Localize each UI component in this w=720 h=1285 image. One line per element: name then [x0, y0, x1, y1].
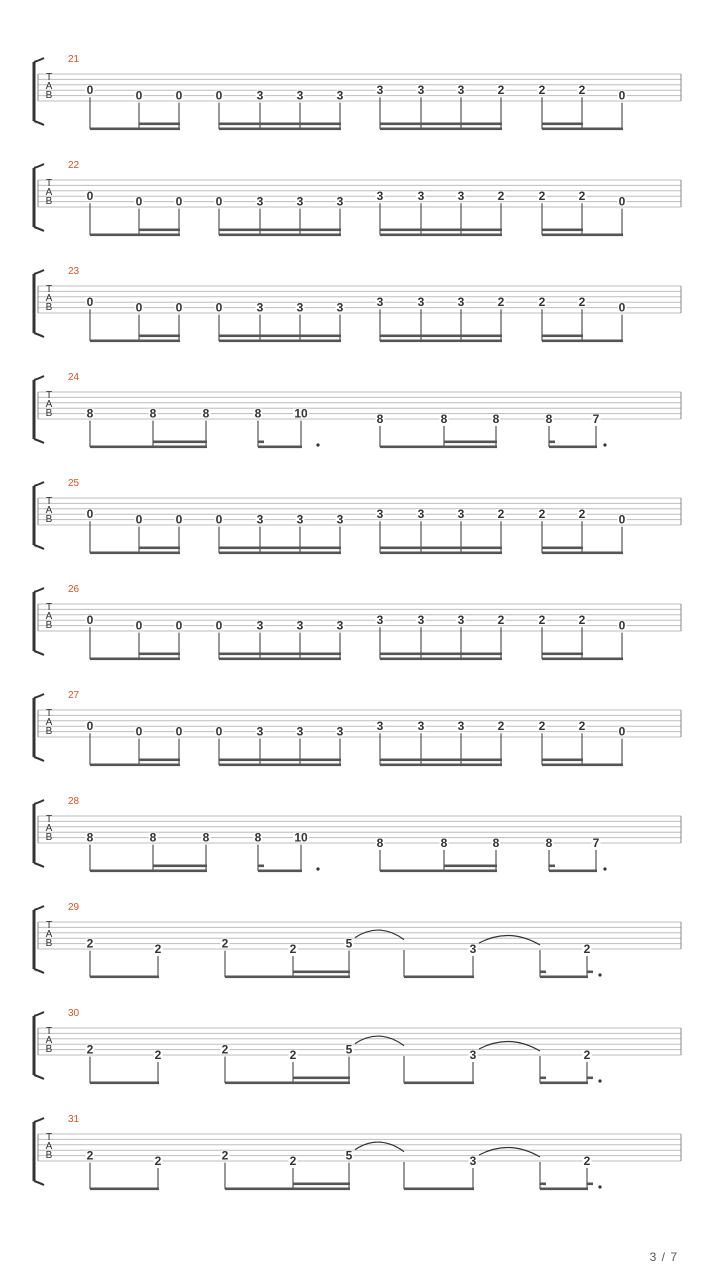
fret-number: 7 — [592, 412, 600, 426]
fret-number: 3 — [256, 724, 264, 739]
partial-beam — [258, 865, 264, 868]
fret-number: 3 — [256, 300, 264, 315]
fret-number: 0 — [215, 194, 223, 209]
secondary-beam — [139, 335, 180, 338]
fret-number: 0 — [175, 618, 183, 633]
tab-clef-letter: B — [45, 514, 53, 525]
fret-number: 3 — [336, 724, 344, 739]
measure-number: 28 — [68, 796, 80, 807]
fret-number: 2 — [538, 295, 546, 310]
fret-number: 2 — [538, 189, 546, 204]
fret-number: 8 — [254, 406, 262, 421]
fret-number: 8 — [202, 406, 210, 421]
primary-beam — [258, 870, 302, 873]
fret-number: 2 — [583, 1154, 591, 1168]
measure-number: 30 — [68, 1008, 80, 1019]
tab-clef-letter: B — [45, 726, 53, 737]
secondary-beam — [139, 759, 180, 762]
bracket-bottom-hook — [34, 439, 44, 443]
primary-beam — [90, 234, 180, 237]
primary-beam — [225, 1188, 350, 1191]
fret-number: 3 — [296, 618, 304, 633]
page-number: 3 / 7 — [649, 1250, 678, 1264]
primary-beam — [549, 870, 597, 873]
primary-beam — [90, 1082, 159, 1085]
primary-beam — [380, 340, 502, 343]
secondary-beam — [542, 335, 583, 338]
fret-number: 3 — [417, 719, 425, 734]
bracket-top-hook — [34, 1012, 44, 1016]
fret-number: 3 — [457, 295, 465, 310]
fret-number: 3 — [336, 194, 344, 209]
secondary-beam — [542, 547, 583, 550]
fret-number: 3 — [376, 613, 384, 628]
fret-number: 2 — [221, 1148, 229, 1163]
fret-number: 0 — [135, 724, 143, 739]
fret-number: 2 — [578, 613, 586, 628]
fret-number: 2 — [289, 942, 297, 956]
fret-number: 8 — [440, 412, 448, 426]
fret-number: 3 — [457, 507, 465, 522]
tab-clef-letter: B — [45, 938, 53, 949]
primary-beam — [540, 1082, 588, 1085]
tab-clef-letter: A — [45, 1141, 53, 1152]
bracket-bottom-hook — [34, 757, 44, 761]
tab-clef-letter: A — [45, 611, 53, 622]
fret-number: 3 — [376, 507, 384, 522]
fret-number: 2 — [154, 1154, 162, 1168]
fret-number: 0 — [215, 300, 223, 315]
fret-number: 3 — [457, 613, 465, 628]
tab-clef-letter: T — [45, 814, 53, 825]
fret-number: 0 — [175, 88, 183, 103]
fret-number: 0 — [618, 300, 626, 315]
rhythm-dot — [316, 867, 319, 870]
fret-number: 0 — [215, 618, 223, 633]
primary-beam — [219, 658, 341, 661]
fret-number: 3 — [417, 189, 425, 204]
fret-number: 0 — [135, 88, 143, 103]
primary-beam — [380, 128, 502, 131]
primary-beam — [219, 340, 341, 343]
fret-number: 8 — [545, 836, 553, 850]
secondary-beam — [219, 547, 341, 550]
tab-system — [34, 690, 681, 766]
tab-clef-letter: B — [45, 620, 53, 631]
fret-number: 0 — [86, 189, 94, 204]
primary-beam — [380, 446, 497, 449]
bracket-top-hook — [34, 376, 44, 380]
fret-number: 0 — [175, 512, 183, 527]
rhythm-dot — [603, 867, 606, 870]
fret-number: 8 — [86, 406, 94, 421]
tab-clef-letter: B — [45, 1044, 53, 1055]
fret-number: 2 — [583, 942, 591, 956]
secondary-beam — [380, 335, 502, 338]
rhythm-dot — [598, 1185, 601, 1188]
bracket-top-hook — [34, 58, 44, 62]
fret-number: 2 — [538, 719, 546, 734]
fret-number: 3 — [376, 189, 384, 204]
fret-number: 2 — [578, 83, 586, 98]
fret-number: 8 — [545, 412, 553, 426]
secondary-beam — [219, 123, 341, 126]
primary-beam — [90, 764, 180, 767]
fret-number: 3 — [417, 507, 425, 522]
fret-number: 0 — [618, 724, 626, 739]
primary-beam — [380, 658, 502, 661]
fret-number: 5 — [345, 1148, 353, 1163]
measure-number: 24 — [68, 372, 80, 383]
tab-system — [34, 1008, 681, 1084]
fret-number: 0 — [215, 512, 223, 527]
bracket-bottom-hook — [34, 1075, 44, 1079]
tab-clef-letter: B — [45, 408, 53, 419]
secondary-beam — [380, 759, 502, 762]
fret-number: 8 — [254, 830, 262, 845]
fret-number: 0 — [215, 724, 223, 739]
fret-number: 2 — [538, 507, 546, 522]
fret-number: 3 — [256, 512, 264, 527]
secondary-beam — [293, 971, 350, 974]
fret-number: 3 — [376, 719, 384, 734]
primary-beam — [225, 976, 350, 979]
primary-beam — [542, 340, 623, 343]
tab-clef-letter: T — [45, 920, 53, 931]
bracket-bottom-hook — [34, 1181, 44, 1185]
bracket-bottom-hook — [34, 651, 44, 655]
fret-number: 0 — [86, 295, 94, 310]
fret-number: 0 — [618, 88, 626, 103]
fret-number: 5 — [345, 1042, 353, 1057]
primary-beam — [90, 128, 180, 131]
fret-number: 3 — [469, 1048, 477, 1062]
tab-clef-letter: T — [45, 284, 53, 295]
fret-number: 8 — [86, 830, 94, 845]
fret-number: 3 — [457, 719, 465, 734]
primary-beam — [404, 1188, 474, 1191]
fret-number: 3 — [376, 83, 384, 98]
secondary-beam — [139, 653, 180, 656]
partial-beam — [540, 1077, 546, 1080]
secondary-beam — [542, 123, 583, 126]
primary-beam — [219, 234, 341, 237]
fret-number: 10 — [294, 406, 308, 421]
fret-number: 2 — [154, 1048, 162, 1062]
bracket-top-hook — [34, 164, 44, 168]
primary-beam — [225, 1082, 350, 1085]
fret-number: 3 — [469, 942, 477, 956]
secondary-beam — [380, 547, 502, 550]
fret-number: 8 — [149, 406, 157, 421]
tab-system — [34, 478, 681, 554]
fret-number: 0 — [135, 300, 143, 315]
primary-beam — [90, 552, 180, 555]
fret-number: 0 — [86, 83, 94, 98]
fret-number: 8 — [376, 836, 384, 850]
fret-number: 2 — [289, 1154, 297, 1168]
fret-number: 3 — [256, 618, 264, 633]
rhythm-dot — [316, 443, 319, 446]
fret-number: 3 — [336, 300, 344, 315]
primary-beam — [549, 446, 597, 449]
tab-system — [34, 266, 681, 342]
tab-clef-letter: T — [45, 496, 53, 507]
tab-clef-letter: B — [45, 832, 53, 843]
tab-system — [34, 160, 681, 236]
partial-beam — [549, 865, 555, 868]
tab-clef-letter: A — [45, 717, 53, 728]
tab-clef-letter: T — [45, 602, 53, 613]
fret-number: 3 — [469, 1154, 477, 1168]
fret-number: 2 — [154, 942, 162, 956]
secondary-beam — [219, 335, 341, 338]
fret-number: 0 — [135, 618, 143, 633]
fret-number: 0 — [175, 194, 183, 209]
primary-beam — [542, 764, 623, 767]
fret-number: 0 — [135, 194, 143, 209]
bracket-top-hook — [34, 270, 44, 274]
fret-number: 8 — [149, 830, 157, 845]
bracket-top-hook — [34, 588, 44, 592]
fret-number: 2 — [86, 1042, 94, 1057]
primary-beam — [542, 552, 623, 555]
fret-number: 0 — [215, 88, 223, 103]
fret-number: 2 — [578, 507, 586, 522]
fret-number: 2 — [497, 507, 505, 522]
primary-beam — [219, 552, 341, 555]
bracket-top-hook — [34, 906, 44, 910]
tab-clef-letter: A — [45, 929, 53, 940]
bracket-bottom-hook — [34, 969, 44, 973]
measure-number: 26 — [68, 584, 80, 595]
tab-clef-letter: A — [45, 399, 53, 410]
fret-number: 3 — [296, 724, 304, 739]
tab-clef-letter: T — [45, 178, 53, 189]
fret-number: 2 — [221, 1042, 229, 1057]
fret-number: 3 — [296, 88, 304, 103]
fret-number: 3 — [256, 194, 264, 209]
bracket-bottom-hook — [34, 333, 44, 337]
bracket-top-hook — [34, 1118, 44, 1122]
tab-clef-letter: A — [45, 505, 53, 516]
fret-number: 8 — [440, 836, 448, 850]
secondary-beam — [444, 865, 497, 868]
primary-beam — [90, 1188, 159, 1191]
fret-number: 2 — [221, 936, 229, 951]
fret-number: 3 — [336, 618, 344, 633]
primary-beam — [380, 764, 502, 767]
rhythm-dot — [603, 443, 606, 446]
fret-number: 2 — [578, 295, 586, 310]
tab-clef-letter: B — [45, 196, 53, 207]
primary-beam — [90, 658, 180, 661]
fret-number: 5 — [345, 936, 353, 951]
fret-number: 2 — [497, 719, 505, 734]
secondary-beam — [293, 1077, 350, 1080]
tab-clef-letter: B — [45, 90, 53, 101]
measure-number: 29 — [68, 902, 80, 913]
primary-beam — [380, 870, 497, 873]
primary-beam — [90, 976, 159, 979]
measure-number: 31 — [68, 1114, 80, 1125]
primary-beam — [540, 976, 588, 979]
primary-beam — [219, 128, 341, 131]
secondary-beam — [153, 865, 207, 868]
tab-system — [34, 796, 681, 872]
fret-number: 2 — [583, 1048, 591, 1062]
primary-beam — [90, 446, 207, 449]
fret-number: 0 — [618, 512, 626, 527]
fret-number: 3 — [296, 300, 304, 315]
primary-beam — [380, 234, 502, 237]
primary-beam — [540, 1188, 588, 1191]
secondary-beam — [380, 123, 502, 126]
tab-clef-letter: A — [45, 293, 53, 304]
primary-beam — [90, 340, 180, 343]
partial-beam — [587, 1183, 593, 1186]
bracket-bottom-hook — [34, 863, 44, 867]
measure-number: 21 — [68, 54, 80, 65]
fret-number: 2 — [497, 189, 505, 204]
secondary-beam — [542, 229, 583, 232]
fret-number: 3 — [296, 194, 304, 209]
tab-clef-letter: A — [45, 187, 53, 198]
fret-number: 8 — [492, 836, 500, 850]
tab-system — [34, 372, 681, 448]
fret-number: 2 — [578, 189, 586, 204]
primary-beam — [380, 552, 502, 555]
secondary-beam — [380, 653, 502, 656]
bracket-top-hook — [34, 694, 44, 698]
fret-number: 2 — [538, 613, 546, 628]
fret-number: 0 — [86, 719, 94, 734]
fret-number: 3 — [256, 88, 264, 103]
tab-system — [34, 584, 681, 660]
primary-beam — [404, 1082, 474, 1085]
primary-beam — [90, 870, 207, 873]
fret-number: 3 — [417, 83, 425, 98]
tab-system — [34, 1114, 681, 1190]
fret-number: 3 — [296, 512, 304, 527]
fret-number: 3 — [457, 189, 465, 204]
tab-clef-letter: A — [45, 823, 53, 834]
fret-number: 2 — [86, 936, 94, 951]
tab-clef-letter: B — [45, 1150, 53, 1161]
fret-number: 0 — [618, 618, 626, 633]
tab-clef-letter: A — [45, 1035, 53, 1046]
fret-number: 7 — [592, 836, 600, 850]
fret-number: 0 — [135, 512, 143, 527]
secondary-beam — [153, 441, 207, 444]
bracket-top-hook — [34, 800, 44, 804]
tab-clef-letter: T — [45, 1026, 53, 1037]
fret-number: 2 — [289, 1048, 297, 1062]
secondary-beam — [542, 653, 583, 656]
fret-number: 2 — [578, 719, 586, 734]
partial-beam — [540, 971, 546, 974]
fret-number: 0 — [175, 724, 183, 739]
fret-number: 3 — [417, 295, 425, 310]
primary-beam — [404, 976, 474, 979]
partial-beam — [587, 971, 593, 974]
secondary-beam — [139, 229, 180, 232]
fret-number: 2 — [497, 295, 505, 310]
secondary-beam — [293, 1183, 350, 1186]
secondary-beam — [219, 229, 341, 232]
fret-number: 10 — [294, 830, 308, 845]
fret-number: 8 — [376, 412, 384, 426]
bracket-bottom-hook — [34, 545, 44, 549]
tab-system — [34, 54, 681, 130]
tab-clef-letter: T — [45, 390, 53, 401]
fret-number: 8 — [202, 830, 210, 845]
primary-beam — [219, 764, 341, 767]
secondary-beam — [139, 547, 180, 550]
fret-number: 0 — [86, 507, 94, 522]
secondary-beam — [219, 759, 341, 762]
fret-number: 2 — [86, 1148, 94, 1163]
secondary-beam — [219, 653, 341, 656]
partial-beam — [549, 441, 555, 444]
primary-beam — [258, 446, 302, 449]
measure-number: 25 — [68, 478, 80, 489]
fret-number: 2 — [538, 83, 546, 98]
partial-beam — [587, 1077, 593, 1080]
tab-clef-letter: T — [45, 708, 53, 719]
secondary-beam — [444, 441, 497, 444]
partial-beam — [540, 1183, 546, 1186]
bracket-top-hook — [34, 482, 44, 486]
tab-clef-letter: A — [45, 81, 53, 92]
bracket-bottom-hook — [34, 227, 44, 231]
fret-number: 3 — [457, 83, 465, 98]
secondary-beam — [139, 123, 180, 126]
bracket-bottom-hook — [34, 121, 44, 125]
fret-number: 2 — [497, 83, 505, 98]
rhythm-dot — [598, 973, 601, 976]
fret-number: 3 — [417, 613, 425, 628]
partial-beam — [258, 441, 264, 444]
rhythm-dot — [598, 1079, 601, 1082]
secondary-beam — [380, 229, 502, 232]
measure-number: 23 — [68, 266, 80, 277]
primary-beam — [542, 658, 623, 661]
fret-number: 0 — [175, 300, 183, 315]
fret-number: 2 — [497, 613, 505, 628]
fret-number: 3 — [336, 512, 344, 527]
primary-beam — [542, 128, 623, 131]
fret-number: 3 — [376, 295, 384, 310]
tab-system — [34, 902, 681, 978]
measure-number: 27 — [68, 690, 80, 701]
fret-number: 0 — [618, 194, 626, 209]
measure-number: 22 — [68, 160, 80, 171]
fret-number: 0 — [86, 613, 94, 628]
fret-number: 3 — [336, 88, 344, 103]
tab-clef-letter: T — [45, 72, 53, 83]
primary-beam — [542, 234, 623, 237]
tab-clef-letter: T — [45, 1132, 53, 1143]
secondary-beam — [542, 759, 583, 762]
tab-clef-letter: B — [45, 302, 53, 313]
fret-number: 8 — [492, 412, 500, 426]
